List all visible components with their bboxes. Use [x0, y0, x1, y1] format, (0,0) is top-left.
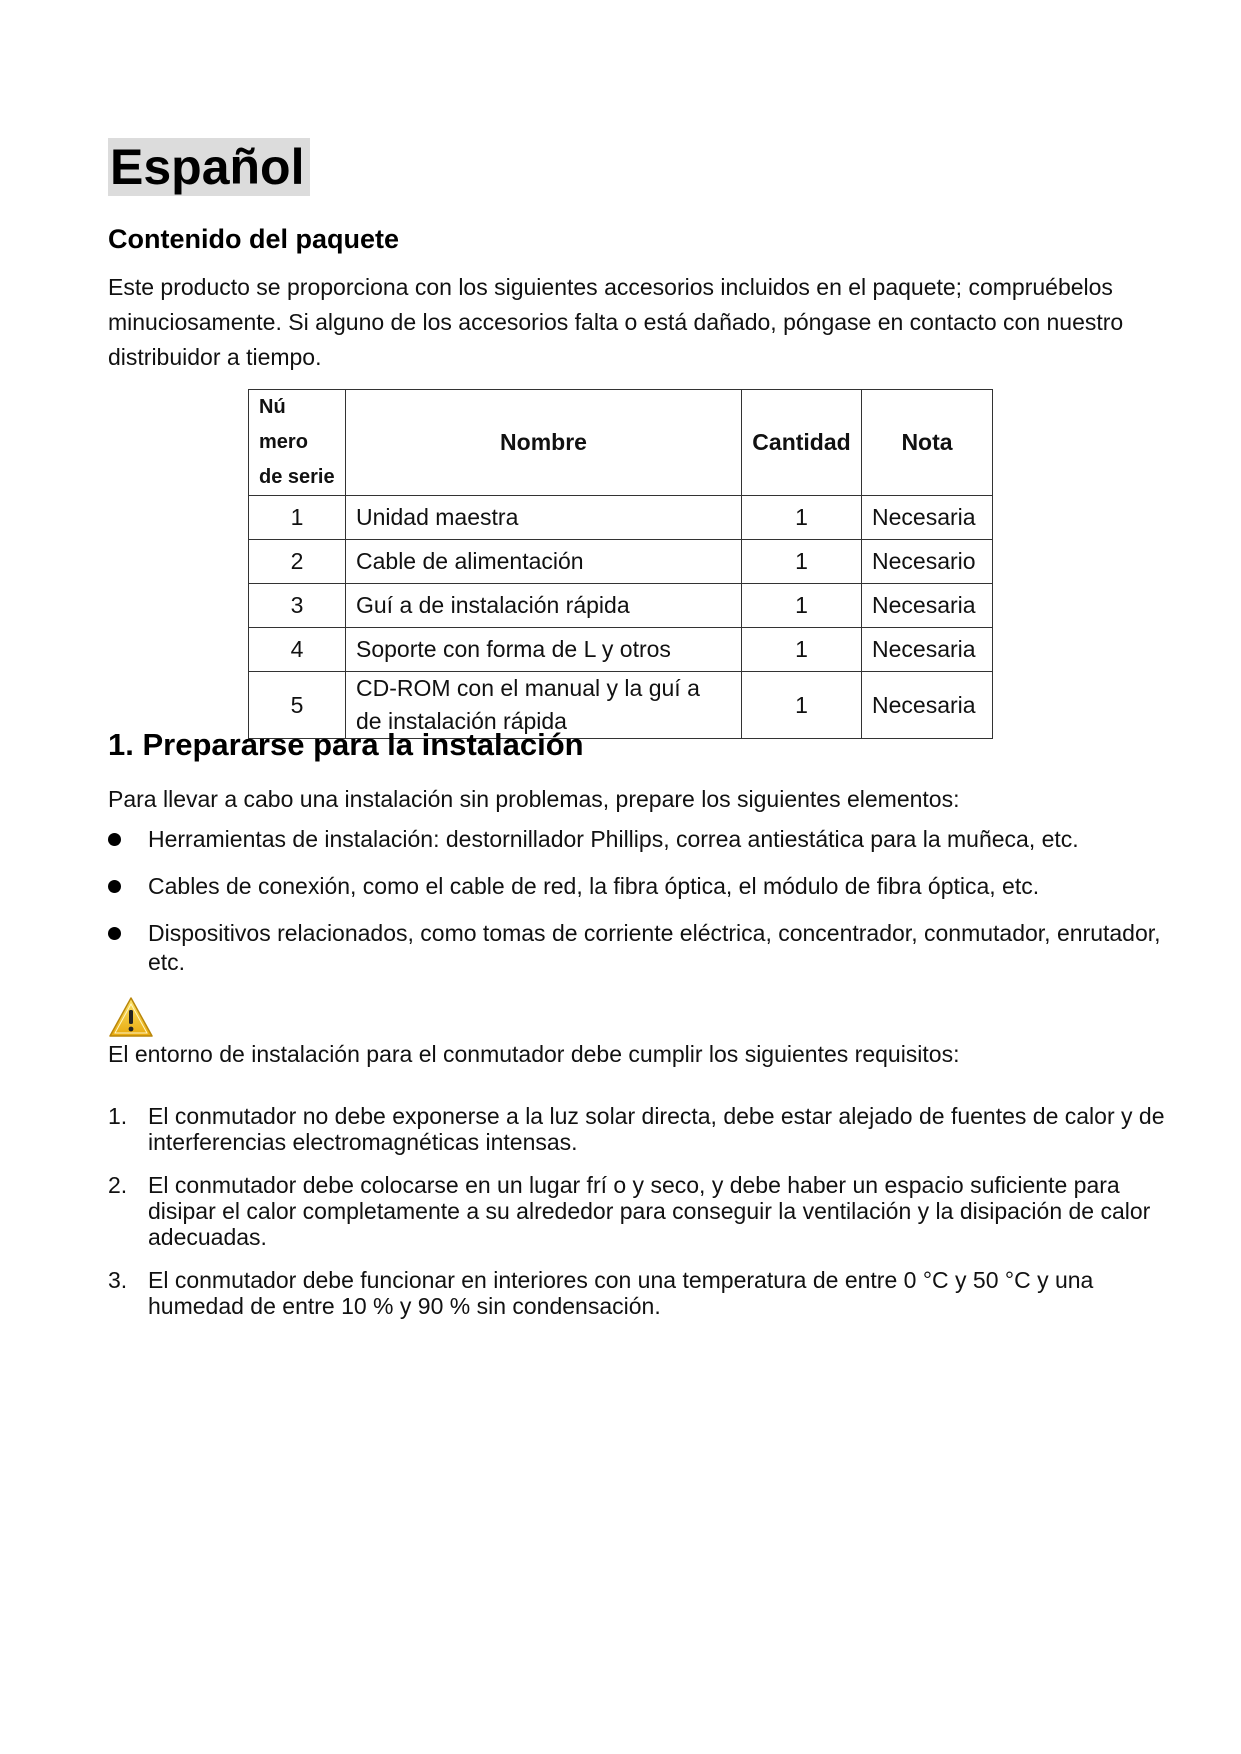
cell-serial: 5	[249, 672, 346, 739]
table-row	[249, 496, 993, 540]
prepare-intro: Para llevar a cabo una instalación sin problemas, prepare los siguientes elementos:	[108, 786, 960, 812]
table-row	[249, 584, 993, 628]
cell-serial: 1	[249, 496, 346, 540]
list-item-number: 3.	[108, 1267, 128, 1293]
list-item-number: 1.	[108, 1103, 128, 1129]
list-item-text: El conmutador debe colocarse en un lugar frí o y seco, y debe haber un espacio suficiente para disipar el calor completamente a su alrededor para conseguir la ventilación y la disipación de calor adecuadas.	[148, 1172, 1151, 1250]
header-qty: Cantidad	[742, 390, 862, 496]
header-serial-line2: de serie	[259, 466, 335, 488]
package-contents-intro: Este producto se proporciona con los siguientes accesorios incluidos en el paquete; compruébelos minuciosamente. Si alguno de los accesorios falta o está dañado, póngase en contacto con nuestro distribuidor a tiempo.	[108, 274, 1124, 370]
list-item-text: Cables de conexión, como el cable de red, la fibra óptica, el módulo de fibra óptica, etc.	[148, 873, 1040, 899]
table-row	[249, 628, 993, 672]
list-item	[108, 1172, 1178, 1250]
cell-serial: 2	[249, 540, 346, 584]
list-item	[108, 872, 1168, 901]
table-row	[249, 540, 993, 584]
cell-note: Necesaria	[862, 672, 993, 739]
cell-name: Cable de alimentación	[346, 540, 742, 584]
header-serial-line1: Nú mero	[259, 396, 308, 453]
cell-qty: 1	[742, 628, 862, 672]
cell-name: Soporte con forma de L y otros	[346, 628, 742, 672]
cell-name: Guí a de instalación rápida	[346, 584, 742, 628]
header-name: Nombre	[346, 390, 742, 496]
bullet-dot-icon	[108, 880, 121, 893]
bullet-dot-icon	[108, 833, 121, 846]
table-header-row	[249, 390, 993, 496]
cell-qty: 1	[742, 496, 862, 540]
cell-serial: 4	[249, 628, 346, 672]
list-item	[108, 1103, 1178, 1155]
cell-note: Necesaria	[862, 628, 993, 672]
environment-requirements-intro: El entorno de instalación para el conmutador debe cumplir los siguientes requisitos:	[108, 1041, 960, 1067]
list-item-text: Dispositivos relacionados, como tomas de corriente eléctrica, concentrador, conmutador, enrutador, etc.	[148, 920, 1161, 975]
package-contents-heading: Contenido del paquete	[108, 224, 400, 254]
cell-note: Necesaria	[862, 496, 993, 540]
language-title: Español	[108, 138, 310, 196]
list-item-text: El conmutador debe funcionar en interiores con una temperatura de entre 0 °C y 50 °C y una humedad de entre 10 % y 90 % sin condensación.	[148, 1267, 1094, 1319]
requirements-list	[108, 1103, 1178, 1336]
cell-serial: 3	[249, 584, 346, 628]
preparation-list	[108, 825, 1168, 995]
cell-note: Necesaria	[862, 584, 993, 628]
list-item-text: El conmutador no debe exponerse a la luz solar directa, debe estar alejado de fuentes de calor y de interferencias electromagnéticas intensas.	[148, 1103, 1165, 1155]
list-item	[108, 825, 1168, 854]
list-item-text: Herramientas de instalación: destornillador Phillips, correa antiestática para la muñeca, etc.	[148, 826, 1079, 852]
cell-note: Necesario	[862, 540, 993, 584]
prepare-installation-heading: 1. Prepararse para la instalación	[108, 727, 584, 762]
bullet-dot-icon	[108, 927, 121, 940]
package-contents-table	[248, 389, 993, 739]
list-item-number: 2.	[108, 1172, 128, 1198]
cell-name: Unidad maestra	[346, 496, 742, 540]
list-item	[108, 1267, 1178, 1319]
cell-name: CD-ROM con el manual y la guí a de instalación rápida	[346, 672, 742, 739]
header-note: Nota	[862, 390, 993, 496]
header-serial	[249, 390, 346, 496]
cell-qty: 1	[742, 672, 862, 739]
list-item	[108, 919, 1168, 977]
warning-triangle-icon	[108, 996, 154, 1038]
cell-qty: 1	[742, 540, 862, 584]
cell-qty: 1	[742, 584, 862, 628]
